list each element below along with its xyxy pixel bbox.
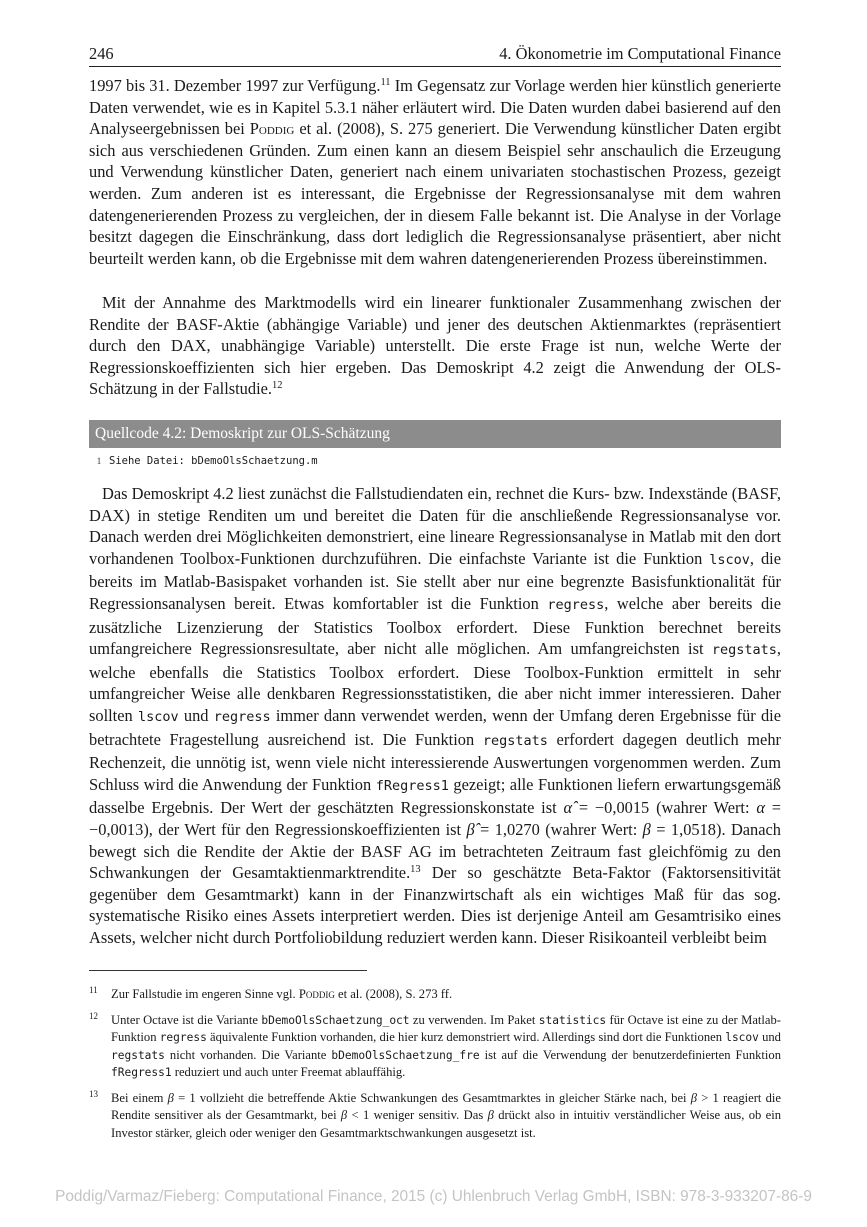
body-paragraph-1: 1997 bis 31. Dezember 1997 zur Verfügung.$^{11}$ Im Gegensatz zur Vorlage werden hier künstlich generierte Daten verwendet, wie es in Kapitel 5.3.1 näher erläutert wird. Die Daten wurden dabei basierend auf den Analyseergebnissen bei Poddig et al. (2008), S. 275 generiert. Die Verwendung künstlicher Daten ergibt sich aus verschiedenen Gründen. Zum einen kann an diesem Beispiel sehr anschaulich die Erzeugung und Verwendung künstlicher Daten, generiert nach einem univariaten stochastischen Prozess, gezeigt werden. Zum anderen ist es interessant, die Ergebnisse der Regressionsanalyse mit dem wahren datengenerierenden Prozess zu vergleichen, der in diesem Falle bekannt ist. Die Analyse in der Vorlage besitzt dagegen die Einschränkung, dass dort lediglich die Regressionsanalyse präsentiert, aber nicht beurteilt werden kann, ob die Ergebnisse mit dem wahren datengenerierenden Prozess übereinstimmen. [89,76,782,268]
code-regstats: regstats [711,642,777,659]
footnote-11: 11 Zur Fallstudie im engeren Sinne vgl. Poddig et al. (2008), S. 273 ff. [89,986,781,1003]
running-head [89,44,781,67]
alpha-symbol: α [756,798,765,818]
footnote-12: 12 Unter Octave ist die Variante bDemoOlsSchaetzung_oct zu verwenden. Im Paket statistics für Octave ist eine zu der Matlab-Funktion regress äquivalente Funktion vorhanden, die hier kurz demonstriert wird. Allerdings sind dort die Funktionen lscov und regstats nicht vorhanden. Die Variante bDemoOlsSchaetzung_fre ist auf die Verwendung der benutzerdefinierten Funktion fRegress1 reduziert und auch unter Freemat ablauffähig. [89,1012,781,1082]
footnote-ref-11[interactable]: 11 [380,77,391,88]
code-line: Siehe Datei: bDemoOlsSchaetzung.m [109,455,318,467]
listing-line [89,453,781,469]
code-regress: regress [213,708,271,725]
code-lscov: lscov [709,551,750,568]
footnote-mark: 13 [89,1089,98,1099]
body-paragraph-3: Das Demoskript 4.2 liest zunächst die Fallstudiendaten ein, rechnet die Kurs- bzw. Indexstände (BASF, DAX) in stetige Renditen um und bereitet die Daten für die anschließende Regressionsanalyse vor. Danach werden drei Möglichkeiten demonstriert, eine lineare Regressionsanalyse in Matlab mit den dort vorhandenen Toolbox-Funktionen durchzuführen. Die einfachste Variante ist die Funktion lscov, die bereits im Matlab-Basispaket vorhanden ist. Sie stellt aber nur eine begrenzte Basisfunktionalität für Regressionsanalysen bereit. Etwas komfortabler ist die Funktion regress, welche aber bereits die zusätzliche Lizenzierung der Statistics Toolbox erfordert. Diese Funktion berechnet bereits umfangreichere Regressionsresultate, aber nicht alle möglichen. Am umfangreichsten ist regstats, welche ebenfalls die Statistics Toolbox erfordert. Diese Toolbox-Funktion ermittelt in sehr umfangreicher Weise alle denkbaren Regressionsstatistiken, die aber nicht immer interessieren. Daher sollten lscov und regress immer dann verwendet werden, wenn der Umfang deren Ergebnisse für die betrachtete Fragestellung ausreichend ist. Die Funktion regstats erfordert dagegen deutlich mehr Rechenzeit, die unnötig ist, wenn viele nicht interessierende Auswertungen vorgenommen werden. Zum Schluss wird die Anwendung der Funktion fRegress1 gezeigt; alle Funktionen liefern erwartungsgemäß dasselbe Ergebnis. Der Wert der geschätzten Regressionskonstate ist α̂ = −0,0015 (wahrer Wert: α = −0,0013), der Wert für den Regressionskoeffizienten ist β̂ = 1,0270 (wahrer Wert: β = 1,0518). Danach bewegt sich die Rendite der Aktie der BASF AG im betrachteten Zeitraum fast gleichfömig zu den Schwankungen der Gesamtaktienmarktrendite.$^{13}$ Der so geschätzte Beta-Faktor (Faktorsensitivität gegenüber dem Gesamtmarkt) kann in der Finanzwirtschaft als ein wichtiges Maß für das sog. systematische Risiko eines Assets interpretiert werden. Dies ist derjenige Anteil am Gesamtrisiko eines Assets, welcher nicht durch Portfoliobildung reduziert werden kann. Dieser Risikoanteil verbleibt beim [89,484,782,947]
code-fregress1: fRegress1 [375,777,449,794]
code-lscov: lscov [137,708,179,725]
author-name: Poddig [249,119,295,139]
chapter-title: 4. Ökonometrie im Computational Finance [499,44,781,63]
footnote-mark: 11 [89,985,98,995]
footnote-ref-13[interactable]: 13 [410,864,421,876]
footnote-ref-12[interactable]: 12 [272,380,283,392]
author-name: Poddig [298,987,335,1001]
beta-hat-symbol: β̂ [466,819,475,839]
footnote-divider [89,970,367,971]
listing-caption: Quellcode 4.2: Demoskript zur OLS-Schätzung [89,420,781,448]
footnote-13: 13 Bei einem β = 1 vollzieht die betreffende Aktie Schwankungen des Gesamtmarktes in gleicher Stärke nach, bei β > 1 reagiert die Rendite sensitiver als der Gesamtmarkt, bei β < 1 weniger sensitiv. Das β drückt also in intuitiv verständlicher Weise aus, ob ein Investor stärker, gleich oder weniger den Gesamtmarktschwankungen ausgesetzt ist. [89,1090,781,1142]
footnote-mark: 12 [89,1011,98,1021]
copyright-watermark: Poddig/Varmaz/Fieberg: Computational Finance, 2015 (c) Uhlenbruch Verlag GmbH, ISBN: 978-3-933207-86-9 [55,1188,812,1205]
page-number: 246 [89,44,114,63]
code-regstats: regstats [482,732,548,749]
alpha-hat-symbol: α̂ [563,798,573,818]
line-number: 1 [96,456,102,466]
body-paragraph-2: Mit der Annahme des Marktmodells wird ein linearer funktionaler Zusammenhang zwischen der Rendite der BASF-Aktie (abhängige Variable) und jener des deutschen Aktienmarktes (repräsentiert durch den DAX, unabhängige Variable) unterstellt. Die erste Frage ist nun, welche Werte der Regressionskoeffizienten sich hier ergeben. Das Demoskript 4.2 zeigt die Anwendung der OLS-Schätzung in der Fallstudie.$^{12}$ [89,293,781,399]
beta-symbol: β [642,819,651,839]
code-regress: regress [547,596,605,613]
